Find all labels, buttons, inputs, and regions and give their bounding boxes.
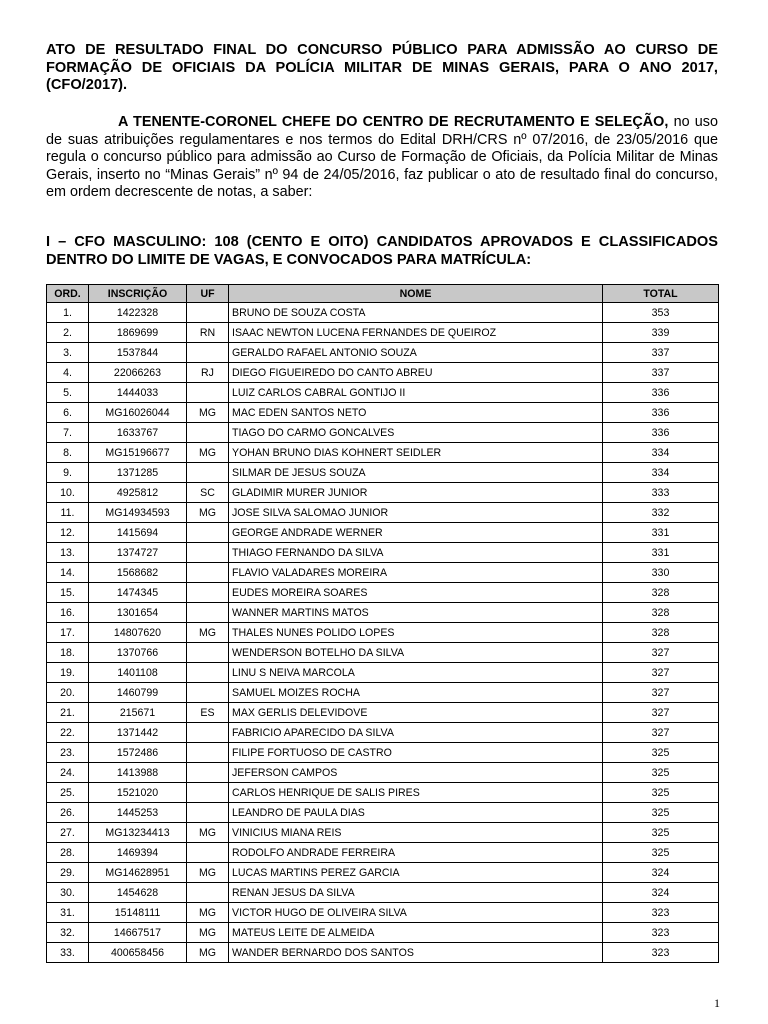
cell-ord: 24. xyxy=(47,763,89,783)
cell-uf: MG xyxy=(187,403,229,423)
cell-ord: 33. xyxy=(47,943,89,963)
cell-total: 334 xyxy=(603,443,719,463)
cell-inscricao: 1371285 xyxy=(89,463,187,483)
cell-total: 325 xyxy=(603,763,719,783)
cell-uf: MG xyxy=(187,503,229,523)
cell-inscricao: 14807620 xyxy=(89,623,187,643)
cell-ord: 9. xyxy=(47,463,89,483)
table-row xyxy=(47,923,719,943)
cell-nome: EUDES MOREIRA SOARES xyxy=(229,583,603,603)
table-row xyxy=(47,863,719,883)
cell-inscricao: 1422328 xyxy=(89,303,187,323)
cell-ord: 4. xyxy=(47,363,89,383)
cell-inscricao: 15148111 xyxy=(89,903,187,923)
cell-inscricao: 400658456 xyxy=(89,943,187,963)
cell-total: 339 xyxy=(603,323,719,343)
header-total: TOTAL xyxy=(603,285,719,303)
table-row xyxy=(47,943,719,963)
cell-nome: JEFERSON CAMPOS xyxy=(229,763,603,783)
cell-total: 327 xyxy=(603,643,719,663)
table-row xyxy=(47,743,719,763)
cell-ord: 20. xyxy=(47,683,89,703)
cell-uf: MG xyxy=(187,443,229,463)
cell-total: 323 xyxy=(603,903,719,923)
cell-inscricao: MG15196677 xyxy=(89,443,187,463)
cell-total: 323 xyxy=(603,923,719,943)
table-row xyxy=(47,303,719,323)
intro-body: no uso de suas atribuições regulamentares e nos termos do Edital DRH/CRS nº 07/2016, de 23/05/2016 que regula o concurso público para admissão ao Curso de Formação de Oficiais, da Polícia Militar de Minas Gerais, inserto no “Minas Gerais” nº 94 de 24/05/2016, faz publicar o ato de resultado final do concurso, em ordem decrescente de notas, a saber: xyxy=(46,114,718,201)
cell-nome: TIAGO DO CARMO GONCALVES xyxy=(229,423,603,443)
cell-inscricao: 1869699 xyxy=(89,323,187,343)
cell-inscricao: 1568682 xyxy=(89,563,187,583)
cell-total: 325 xyxy=(603,803,719,823)
cell-nome: WANNER MARTINS MATOS xyxy=(229,603,603,623)
table-row xyxy=(47,663,719,683)
cell-inscricao: 1370766 xyxy=(89,643,187,663)
cell-total: 333 xyxy=(603,483,719,503)
cell-total: 336 xyxy=(603,403,719,423)
cell-nome: ISAAC NEWTON LUCENA FERNANDES DE QUEIROZ xyxy=(229,323,603,343)
table-row xyxy=(47,623,719,643)
cell-nome: FLAVIO VALADARES MOREIRA xyxy=(229,563,603,583)
cell-nome: FILIPE FORTUOSO DE CASTRO xyxy=(229,743,603,763)
cell-inscricao: 1413988 xyxy=(89,763,187,783)
cell-ord: 29. xyxy=(47,863,89,883)
cell-uf: MG xyxy=(187,863,229,883)
cell-nome: LEANDRO DE PAULA DIAS xyxy=(229,803,603,823)
cell-uf xyxy=(187,543,229,563)
cell-inscricao: 1469394 xyxy=(89,843,187,863)
cell-nome: JOSE SILVA SALOMAO JUNIOR xyxy=(229,503,603,523)
header-inscricao: INSCRIÇÃO xyxy=(89,285,187,303)
cell-inscricao: MG16026044 xyxy=(89,403,187,423)
document-title: ATO DE RESULTADO FINAL DO CONCURSO PÚBLICO PARA ADMISSÃO AO CURSO DE FORMAÇÃO DE OFICIAIS DA POLÍCIA MILITAR DE MINAS GERAIS, PARA O ANO 2017, (CFO/2017). xyxy=(46,42,718,93)
table-row xyxy=(47,563,719,583)
cell-nome: FABRICIO APARECIDO DA SILVA xyxy=(229,723,603,743)
cell-uf: ES xyxy=(187,703,229,723)
cell-inscricao: 215671 xyxy=(89,703,187,723)
cell-total: 336 xyxy=(603,383,719,403)
cell-ord: 1. xyxy=(47,303,89,323)
cell-nome: RODOLFO ANDRADE FERREIRA xyxy=(229,843,603,863)
table-row xyxy=(47,383,719,403)
cell-uf: RN xyxy=(187,323,229,343)
table-body xyxy=(47,303,719,963)
cell-inscricao: 1454628 xyxy=(89,883,187,903)
cell-total: 332 xyxy=(603,503,719,523)
cell-ord: 16. xyxy=(47,603,89,623)
cell-total: 327 xyxy=(603,683,719,703)
cell-nome: LUIZ CARLOS CABRAL GONTIJO II xyxy=(229,383,603,403)
header-ord: ORD. xyxy=(47,285,89,303)
cell-total: 323 xyxy=(603,943,719,963)
table-row xyxy=(47,763,719,783)
cell-total: 327 xyxy=(603,663,719,683)
table-row xyxy=(47,803,719,823)
cell-ord: 30. xyxy=(47,883,89,903)
cell-ord: 17. xyxy=(47,623,89,643)
cell-ord: 13. xyxy=(47,543,89,563)
table-row xyxy=(47,643,719,663)
header-uf: UF xyxy=(187,285,229,303)
cell-nome: SILMAR DE JESUS SOUZA xyxy=(229,463,603,483)
cell-total: 328 xyxy=(603,583,719,603)
cell-inscricao: MG13234413 xyxy=(89,823,187,843)
cell-ord: 14. xyxy=(47,563,89,583)
cell-inscricao: 1460799 xyxy=(89,683,187,703)
cell-total: 331 xyxy=(603,543,719,563)
cell-total: 325 xyxy=(603,843,719,863)
page-number: 1 xyxy=(714,996,720,1010)
cell-nome: VINICIUS MIANA REIS xyxy=(229,823,603,843)
cell-ord: 15. xyxy=(47,583,89,603)
cell-uf xyxy=(187,843,229,863)
cell-ord: 18. xyxy=(47,643,89,663)
cell-uf xyxy=(187,463,229,483)
cell-total: 324 xyxy=(603,883,719,903)
cell-uf: MG xyxy=(187,903,229,923)
cell-ord: 12. xyxy=(47,523,89,543)
intro-lead: A TENENTE-CORONEL CHEFE DO CENTRO DE RECRUTAMENTO E SELEÇÃO, xyxy=(118,114,669,130)
section-heading: I – CFO MASCULINO: 108 (CENTO E OITO) CANDIDATOS APROVADOS E CLASSIFICADOS DENTRO DO LIMITE DE VAGAS, E CONVOCADOS PARA MATRÍCULA: xyxy=(46,234,718,268)
cell-ord: 27. xyxy=(47,823,89,843)
cell-total: 353 xyxy=(603,303,719,323)
cell-nome: VICTOR HUGO DE OLIVEIRA SILVA xyxy=(229,903,603,923)
cell-inscricao: 1415694 xyxy=(89,523,187,543)
cell-ord: 21. xyxy=(47,703,89,723)
cell-inscricao: 22066263 xyxy=(89,363,187,383)
table-row xyxy=(47,603,719,623)
cell-ord: 22. xyxy=(47,723,89,743)
cell-ord: 8. xyxy=(47,443,89,463)
table-row xyxy=(47,723,719,743)
table-row xyxy=(47,423,719,443)
cell-total: 330 xyxy=(603,563,719,583)
cell-inscricao: MG14934593 xyxy=(89,503,187,523)
table-row xyxy=(47,443,719,463)
cell-uf: MG xyxy=(187,823,229,843)
cell-total: 328 xyxy=(603,603,719,623)
cell-ord: 6. xyxy=(47,403,89,423)
cell-uf xyxy=(187,803,229,823)
cell-total: 336 xyxy=(603,423,719,443)
table-row xyxy=(47,883,719,903)
cell-ord: 25. xyxy=(47,783,89,803)
table-row xyxy=(47,543,719,563)
cell-total: 337 xyxy=(603,363,719,383)
cell-inscricao: 14667517 xyxy=(89,923,187,943)
cell-total: 337 xyxy=(603,343,719,363)
table-row xyxy=(47,703,719,723)
table-row xyxy=(47,363,719,383)
cell-ord: 32. xyxy=(47,923,89,943)
cell-nome: LUCAS MARTINS PEREZ GARCIA xyxy=(229,863,603,883)
cell-ord: 5. xyxy=(47,383,89,403)
cell-inscricao: 4925812 xyxy=(89,483,187,503)
cell-nome: BRUNO DE SOUZA COSTA xyxy=(229,303,603,323)
cell-ord: 31. xyxy=(47,903,89,923)
cell-total: 334 xyxy=(603,463,719,483)
cell-ord: 19. xyxy=(47,663,89,683)
cell-nome: THALES NUNES POLIDO LOPES xyxy=(229,623,603,643)
cell-nome: GEORGE ANDRADE WERNER xyxy=(229,523,603,543)
cell-ord: 28. xyxy=(47,843,89,863)
table-row xyxy=(47,843,719,863)
cell-nome: GERALDO RAFAEL ANTONIO SOUZA xyxy=(229,343,603,363)
cell-uf xyxy=(187,523,229,543)
cell-nome: CARLOS HENRIQUE DE SALIS PIRES xyxy=(229,783,603,803)
cell-total: 324 xyxy=(603,863,719,883)
cell-ord: 7. xyxy=(47,423,89,443)
cell-ord: 3. xyxy=(47,343,89,363)
cell-nome: WANDER BERNARDO DOS SANTOS xyxy=(229,943,603,963)
cell-nome: YOHAN BRUNO DIAS KOHNERT SEIDLER xyxy=(229,443,603,463)
cell-inscricao: 1301654 xyxy=(89,603,187,623)
cell-inscricao: 1521020 xyxy=(89,783,187,803)
cell-uf xyxy=(187,303,229,323)
cell-uf xyxy=(187,383,229,403)
cell-uf xyxy=(187,683,229,703)
cell-nome: THIAGO FERNANDO DA SILVA xyxy=(229,543,603,563)
cell-total: 328 xyxy=(603,623,719,643)
cell-inscricao: 1444033 xyxy=(89,383,187,403)
cell-nome: DIEGO FIGUEIREDO DO CANTO ABREU xyxy=(229,363,603,383)
cell-uf xyxy=(187,343,229,363)
table-row xyxy=(47,483,719,503)
results-table xyxy=(46,284,719,963)
cell-uf xyxy=(187,563,229,583)
cell-uf xyxy=(187,783,229,803)
cell-uf xyxy=(187,423,229,443)
cell-nome: WENDERSON BOTELHO DA SILVA xyxy=(229,643,603,663)
cell-inscricao: 1401108 xyxy=(89,663,187,683)
cell-uf: RJ xyxy=(187,363,229,383)
cell-inscricao: 1371442 xyxy=(89,723,187,743)
cell-uf: MG xyxy=(187,923,229,943)
table-row xyxy=(47,323,719,343)
table-row xyxy=(47,823,719,843)
cell-uf xyxy=(187,663,229,683)
cell-total: 325 xyxy=(603,823,719,843)
cell-inscricao: 1537844 xyxy=(89,343,187,363)
cell-uf xyxy=(187,743,229,763)
cell-ord: 10. xyxy=(47,483,89,503)
cell-nome: LINU S NEIVA MARCOLA xyxy=(229,663,603,683)
intro-paragraph xyxy=(46,114,718,202)
cell-inscricao: 1474345 xyxy=(89,583,187,603)
cell-ord: 23. xyxy=(47,743,89,763)
cell-total: 331 xyxy=(603,523,719,543)
cell-total: 325 xyxy=(603,783,719,803)
cell-nome: SAMUEL MOIZES ROCHA xyxy=(229,683,603,703)
cell-nome: MAC EDEN SANTOS NETO xyxy=(229,403,603,423)
cell-inscricao: MG14628951 xyxy=(89,863,187,883)
cell-uf: SC xyxy=(187,483,229,503)
cell-nome: MAX GERLIS DELEVIDOVE xyxy=(229,703,603,723)
table-row xyxy=(47,403,719,423)
cell-nome: MATEUS LEITE DE ALMEIDA xyxy=(229,923,603,943)
table-row xyxy=(47,523,719,543)
cell-inscricao: 1633767 xyxy=(89,423,187,443)
cell-uf xyxy=(187,583,229,603)
table-row xyxy=(47,343,719,363)
table-row xyxy=(47,583,719,603)
cell-nome: RENAN JESUS DA SILVA xyxy=(229,883,603,903)
table-row xyxy=(47,903,719,923)
cell-uf xyxy=(187,723,229,743)
cell-inscricao: 1374727 xyxy=(89,543,187,563)
table-row xyxy=(47,683,719,703)
cell-ord: 2. xyxy=(47,323,89,343)
header-nome: NOME xyxy=(229,285,603,303)
cell-nome: GLADIMIR MURER JUNIOR xyxy=(229,483,603,503)
table-row xyxy=(47,783,719,803)
cell-uf: MG xyxy=(187,623,229,643)
cell-inscricao: 1572486 xyxy=(89,743,187,763)
cell-total: 327 xyxy=(603,703,719,723)
cell-ord: 26. xyxy=(47,803,89,823)
cell-total: 327 xyxy=(603,723,719,743)
cell-uf xyxy=(187,883,229,903)
table-row xyxy=(47,503,719,523)
cell-total: 325 xyxy=(603,743,719,763)
table-header-row xyxy=(47,285,719,303)
cell-uf xyxy=(187,763,229,783)
cell-inscricao: 1445253 xyxy=(89,803,187,823)
table-row xyxy=(47,463,719,483)
cell-ord: 11. xyxy=(47,503,89,523)
cell-uf: MG xyxy=(187,943,229,963)
cell-uf xyxy=(187,603,229,623)
cell-uf xyxy=(187,643,229,663)
